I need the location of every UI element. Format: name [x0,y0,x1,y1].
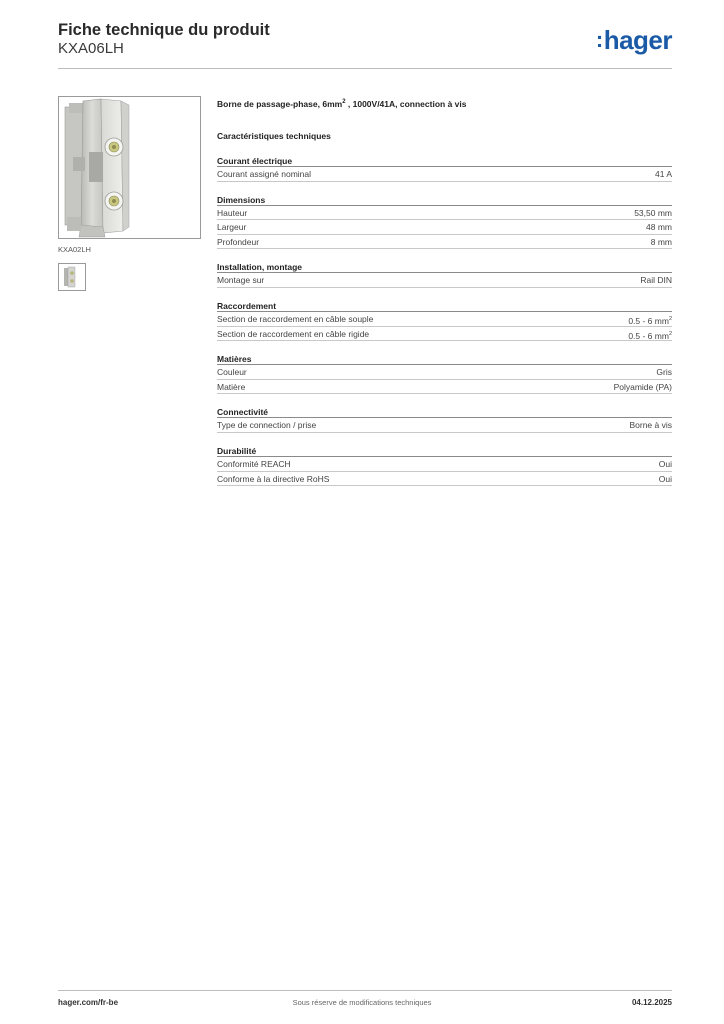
spec-label: Conformité REACH [217,458,291,469]
spec-value [655,167,672,181]
spec-row [217,380,672,395]
spec-label: Type de connection / prise [217,420,317,431]
spec-row [217,418,672,433]
spec-label: Matière [217,381,246,392]
spec-label: Courant assigné nominal [217,169,312,179]
specifications-panel [217,96,672,486]
header-divider [58,68,672,69]
spec-value [614,380,672,394]
spec-value-text: 8 mm [650,236,672,247]
spec-row [217,206,672,221]
product-thumbnail[interactable] [58,263,86,291]
section-title: Dimensions [217,194,672,206]
spec-value [646,220,672,234]
spec-section [217,353,672,394]
spec-value [629,418,672,432]
spec-value-text: 41 A [654,169,672,179]
footer-disclaimer: Sous réserve de modifications techniques [292,998,432,1007]
logo-colon-icon: : [595,26,603,52]
spec-label: Hauteur [217,207,248,218]
spec-section [217,406,672,433]
spec-section [217,194,672,250]
spec-value-text: Oui [658,473,672,484]
spec-value [628,327,672,341]
thumbnail-icon [59,264,85,290]
spec-section [217,261,672,288]
spec-value-superscript: 2 [668,330,672,337]
footer-date: 04.12.2025 [631,998,672,1007]
section-title: Durabilité [217,445,672,457]
spec-row [217,312,672,327]
spec-value-text: Gris [656,367,672,378]
spec-row [217,327,672,342]
spec-value-text: Polyamide (PA) [613,381,672,392]
section-title: Connectivité [217,406,672,418]
spec-value-text: 0.5 - 6 mm [628,315,669,326]
spec-value-text: Oui [658,458,672,469]
spec-label: Section de raccordement en câble souple [217,313,374,324]
section-title: Courant électrique [217,155,672,167]
spec-row [217,220,672,235]
logo-text: hager [603,25,672,55]
spec-value [659,472,672,486]
description-superscript: 2 [342,99,346,105]
spec-section [217,155,672,182]
footer-website[interactable]: hager.com/fr-be [58,998,119,1007]
spec-value [651,235,672,249]
spec-label: Profondeur [217,236,260,247]
spec-value [659,457,672,471]
description-text-rest: , 1000V/41A, connection à vis [345,98,467,109]
spec-sections [217,155,672,486]
spec-row [217,167,672,182]
spec-row [217,457,672,472]
product-description [217,96,672,110]
image-caption: KXA02LH [58,245,91,254]
spec-label: Conforme à la directive RoHS [217,473,330,484]
terminal-block-illustration [59,97,201,239]
tech-heading: Caractéristiques techniques [217,131,331,141]
spec-value-text: 53,50 mm [634,207,672,218]
spec-value-text: Borne à vis [629,420,672,431]
hager-logo [596,25,672,56]
spec-label: Couleur [217,367,247,378]
spec-value [628,312,672,326]
spec-value-text: Rail DIN [640,275,672,286]
spec-value [640,273,672,287]
spec-section [217,445,672,486]
spec-value-superscript: 2 [668,315,672,322]
section-title: Raccordement [217,300,672,312]
product-reference: KXA06LH [58,40,124,57]
spec-row [217,235,672,250]
spec-value [634,206,672,220]
product-image [58,96,201,239]
spec-label: Section de raccordement en câble rigide [217,328,370,339]
spec-row [217,273,672,288]
description-text: Borne de passage-phase, 6mm [217,98,343,109]
spec-value-text: 48 mm [646,222,672,233]
page-title: Fiche technique du produit [58,21,270,39]
spec-label: Montage sur [217,275,265,286]
spec-section [217,300,672,341]
section-title: Matières [217,353,672,365]
spec-value-text: 0.5 - 6 mm [628,330,669,341]
footer-divider [58,990,672,991]
spec-value [656,365,672,379]
spec-row [217,365,672,380]
spec-label: Largeur [217,222,247,233]
spec-row [217,472,672,487]
section-title: Installation, montage [217,261,672,273]
